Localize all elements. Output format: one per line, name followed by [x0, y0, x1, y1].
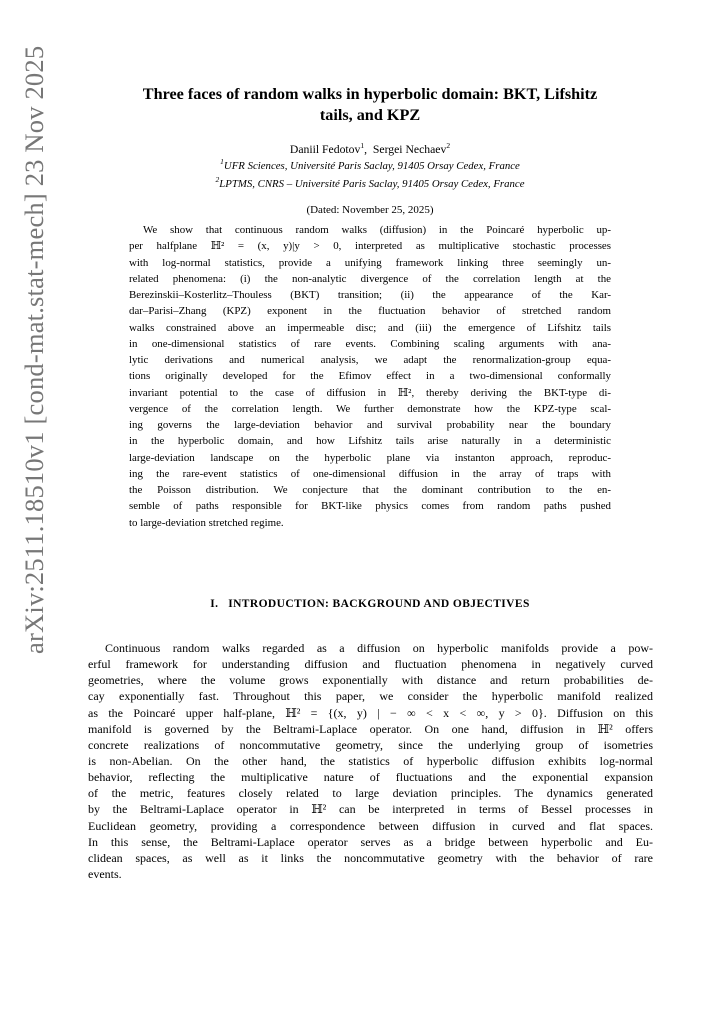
body-line: manifold is governed by the Beltrami-Laplace operator. On one hand, diffusion in ℍ² offers — [88, 721, 653, 736]
abstract-line: with log-normal statistics, provide a unifying framework linking three seemingly un- — [129, 256, 611, 269]
affiliation-text: UFR Sciences, Université Paris Saclay, 91405 Orsay Cedex, France — [223, 160, 520, 172]
affiliation-marker: 1 — [220, 157, 224, 166]
affiliation-marker: 2 — [215, 175, 220, 184]
body-line: events. — [88, 866, 122, 881]
abstract-line: ing the rare-event statistics of one-dimensional diffusion in the array of traps with — [129, 467, 611, 480]
body-line: of the metric, features closely related to large deviation principles. The dynamics generated — [88, 786, 653, 801]
abstract-line: lytic derivations and numerical analysis, we adapt the renormalization-group equa- — [129, 354, 611, 366]
abstract-line: to large-deviation stretched regime. — [129, 516, 284, 529]
body-line: by the Beltrami-Laplace operator in ℍ² can be interpreted in terms of Bessel processes in — [88, 802, 653, 817]
abstract-line: dar–Parisi–Zhang (KPZ) exponent in the fluctuation behavior of stretched random — [129, 305, 611, 318]
author-affiliation-marker: 1 — [360, 141, 365, 150]
body-line: Euclidean geometry, providing a correspondence between diffusion in curved and flat spaces. — [88, 818, 653, 833]
body-line: is non-Abelian. On the other hand, the statistics of hyperbolic diffusion exhibits log-normal — [88, 753, 653, 768]
body-line: behavior, reflecting the multiplicative nature of fluctuations and the exponential expansion — [88, 770, 653, 785]
author-name: Daniil Fedotov — [289, 143, 361, 156]
abstract-line: related phenomena: (i) the non-analytic divergence of the correlation length at the — [129, 272, 611, 285]
body-line: In this sense, the Beltrami-Laplace operator serves as a bridge between hyperbolic and Eu- — [88, 834, 653, 849]
paper-title-line: tails, and KPZ — [319, 106, 421, 124]
paper-title — [80, 84, 660, 126]
abstract-line: the Poisson distribution. We conjecture that the dominant contribution to the en- — [129, 484, 611, 496]
abstract-line: walks constrained above an impermeable disc; and (iii) the emergence of Lifshitz tails — [129, 321, 611, 334]
abstract-line: invariant potential to the case of diffusion in ℍ², thereby deriving the BKT-type di- — [129, 386, 611, 399]
abstract-line: Berezinskii–Kosterlitz–Thouless (BKT) transition; (ii) the appearance of the Kar- — [129, 289, 611, 301]
abstract-line: tions originally developed for the Efimov effect in a two-dimensional conformally — [129, 370, 611, 383]
body-line: concrete realizations of noncommutative geometry, since the underlying group of isometries — [88, 737, 653, 752]
body-line: Continuous random walks regarded as a diffusion on hyperbolic manifolds provide a pow- — [105, 641, 653, 655]
arxiv-identifier-text: arXiv:2511.18510v1 [cond-mat.stat-mech] 23 Nov 2025 — [19, 45, 49, 654]
body-line: cay exponentially fast. Throughout this paper, we consider the hyperbolic manifold realized — [88, 689, 653, 704]
abstract-line: vergence of the correlation length. We further demonstrate how the KPZ-type scal- — [129, 402, 611, 415]
section-heading: I. INTRODUCTION: BACKGROUND AND OBJECTIVES — [210, 598, 530, 610]
paper-title-line: Three faces of random walks in hyperbolic domain: BKT, Lifshitz — [142, 85, 598, 103]
abstract-line: in the hyperbolic domain, and how Lifshitz tails arise naturally in a deterministic — [129, 435, 611, 448]
affiliation — [80, 159, 660, 173]
affiliation — [80, 177, 660, 191]
abstract-line: large-deviation landscape on the hyperbolic plane via instanton approach, reproduc- — [129, 451, 611, 464]
abstract — [129, 222, 611, 531]
body-line: clidean spaces, as well as it links the noncommutative geometry with the behavior of rare — [88, 850, 653, 865]
body-line: as the Poincaré upper half-plane, ℍ² = {(x, y) | − ∞ < x < ∞, y > 0}. Diffusion on this — [88, 705, 653, 720]
abstract-line: ing governs the large-deviation behavior and survival probability near the boundary — [129, 419, 611, 431]
author-name: Sergei Nechaev — [372, 143, 447, 156]
body-line: erful framework for understanding diffusion and fluctuation phenomena in negatively curved — [88, 657, 653, 672]
abstract-line: in one-dimensional statistics of rare events. Combining scaling arguments with ana- — [129, 337, 611, 350]
author-list — [80, 142, 660, 158]
author-affiliation-marker: 2 — [446, 141, 451, 150]
author-separator: , — [364, 143, 373, 156]
abstract-line: We show that continuous random walks (diffusion) in the Poincaré hyperbolic up- — [143, 224, 611, 236]
body-line: geometries, where the volume grows exponentially with distance and return probabilities de- — [88, 673, 653, 688]
dated-line: (Dated: November 25, 2025) — [306, 204, 434, 216]
abstract-line: semble of paths responsible for BKT-like physics comes from random paths pushed — [129, 500, 611, 513]
abstract-line: per halfplane ℍ² = (x, y)|y > 0, interpreted as multiplicative stochastic processes — [129, 240, 611, 253]
introduction-paragraph — [88, 640, 653, 882]
affiliation-text: LPTMS, CNRS – Université Paris Saclay, 91405 Orsay Cedex, France — [219, 178, 525, 190]
